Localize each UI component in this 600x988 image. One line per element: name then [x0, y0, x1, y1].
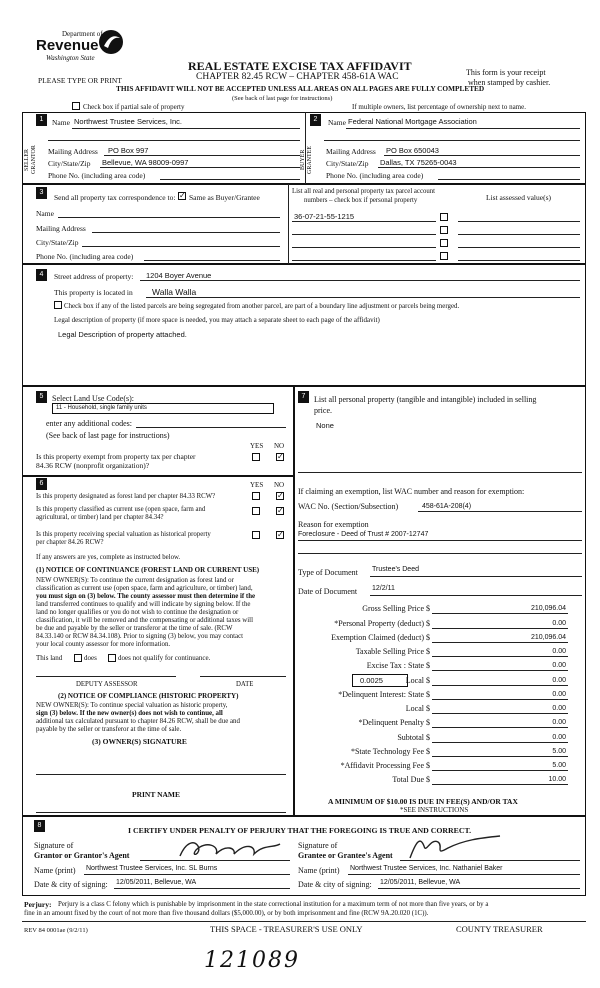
minimum-due-note: A MINIMUM OF $10.00 IS DUE IN FEE(S) AND/OR TAX: [328, 797, 518, 806]
historic-yes-checkbox[interactable]: [252, 531, 260, 539]
parcel-4-personal-checkbox[interactable]: [440, 252, 448, 260]
seller-mail-label: Mailing Address: [48, 147, 98, 156]
rev-number: REV 84 0001ae (9/2/11): [24, 927, 88, 934]
grantor-signature: [176, 836, 286, 862]
if-yes-note: If any answers are yes, complete as instructed below.: [36, 554, 181, 561]
notice-line-9: your local county assessor for more information.: [36, 641, 171, 648]
treasurer-space: THIS SPACE - TREASURER'S USE ONLY: [210, 924, 363, 934]
calc-label-7: Local $: [405, 704, 430, 713]
calc-value-4: 0.00: [552, 662, 566, 669]
section-3-number: 3: [36, 187, 47, 199]
personal-property-value: None: [316, 421, 334, 430]
form-title: REAL ESTATE EXCISE TAX AFFIDAVIT: [188, 59, 412, 73]
stamp-number: 121089: [204, 948, 300, 973]
exemption-reason: Foreclosure - Deed of Trust # 2007-12747: [298, 531, 429, 538]
grantor-date-label: Date & city of signing:: [34, 880, 108, 889]
notice-line-8: 84.33.140 or RCW 84.34.108). Prior to signing (3) below, you may contact: [36, 633, 244, 640]
dept-line1: Department of: [62, 30, 103, 38]
exemption-section: [294, 386, 586, 816]
personal-property-line-2: price.: [314, 406, 332, 415]
calc-value-2: 210,096.04: [530, 634, 566, 641]
calc-label-8: *Delinquent Penalty $: [358, 718, 430, 727]
corr-mail-label: Mailing Address: [36, 224, 86, 233]
historic-no-checkbox[interactable]: ✓: [277, 530, 284, 539]
calc-value-6: 0.00: [552, 691, 566, 698]
seller-city-label: City/State/Zip: [48, 159, 91, 168]
seller-grantor-label: SELLER GRANTOR: [24, 145, 37, 175]
seller-name: Northwest Trustee Services, Inc.: [74, 117, 182, 126]
assessed-header: List assessed value(s): [486, 193, 551, 202]
forest-question: Is this property designated as forest land per chapter 84.33 RCW?: [36, 493, 216, 500]
same-as-buyer-label: Same as Buyer/Grantee: [189, 193, 260, 202]
legal-label: Legal description of property (if more space is needed, you may attach a separate sheet to each page of the affidavit): [54, 316, 380, 324]
dept-line3: Washington State: [46, 54, 95, 62]
reason-label: Reason for exemption: [298, 520, 369, 529]
notice-line-1: NEW OWNER(S): To continue the current designation as forest land or: [36, 577, 234, 584]
wac-label: WAC No. (Section/Subsection): [298, 502, 399, 511]
additional-codes-label: enter any additional codes:: [46, 419, 132, 428]
calc-label-11: *Affidavit Processing Fee $: [340, 761, 430, 770]
seller-mail: PO Box 997: [108, 146, 149, 155]
parcel-2-personal-checkbox[interactable]: [440, 226, 448, 234]
section-8-number: 8: [34, 820, 45, 832]
grantor-date: 12/05/2011, Bellevue, WA: [116, 879, 197, 886]
calc-value-1: 0.00: [552, 620, 566, 627]
buyer-mail: PO Box 650043: [386, 146, 439, 155]
calc-label-6: *Delinquent Interest: State $: [338, 690, 430, 699]
notice-line-5: land no longer qualifies or you do not wish to continue the designation or: [36, 609, 239, 616]
calc-label-9: Subtotal $: [397, 733, 430, 742]
s5-no-label: NO: [274, 442, 285, 450]
seller-city: Bellevue, WA 98009-0997: [102, 158, 189, 167]
perjury-label: Perjury:: [24, 900, 52, 909]
grantee-date: 12/05/2011, Bellevue, WA: [380, 879, 461, 886]
calc-label-3: Taxable Selling Price $: [355, 647, 430, 656]
notice-line-2: classification as current use (open space, farm and agriculture, or timber) land,: [36, 585, 253, 592]
historic-question-2: per chapter 84.26 RCW?: [36, 539, 104, 546]
partial-sale-checkbox[interactable]: [72, 102, 80, 110]
exempt-yes-checkbox[interactable]: [252, 453, 260, 461]
sig-grantor-label-1: Signature of: [34, 841, 74, 850]
seller-phone-label: Phone No. (including area code): [48, 171, 146, 180]
land-does-not-label: does not qualify for continuance.: [118, 654, 211, 662]
compliance-line-3: additional tax calculated pursuant to chapter 84.26 RCW, shall be due and: [36, 718, 240, 725]
certify-statement: I CERTIFY UNDER PENALTY OF PERJURY THAT THE FOREGOING IS TRUE AND CORRECT.: [128, 826, 472, 835]
buyer-city: Dallas, TX 75265-0043: [380, 158, 457, 167]
grantor-name: Northwest Trustee Services, Inc. SL Burns: [86, 865, 218, 872]
deputy-date-label: DATE: [236, 681, 254, 688]
parcel-header-2: numbers – check box if personal property: [304, 197, 418, 204]
correspondence-label: Send all property tax correspondence to:: [54, 193, 176, 202]
grantee-name-label: Name (print): [298, 866, 340, 875]
calc-label-5: Local $: [405, 676, 430, 685]
buyer-phone-label: Phone No. (including area code): [326, 171, 424, 180]
located-label: This property is located in: [54, 288, 133, 297]
land-use-label: Select Land Use Code(s):: [52, 394, 134, 403]
calc-value-10: 5.00: [552, 748, 566, 755]
section-5-number: 5: [36, 391, 47, 403]
notice-continuance-title: (1) NOTICE OF CONTINUANCE (FOREST LAND OR CURRENT USE): [36, 566, 260, 574]
compliance-line-4: payable by the seller or transferor at the time of sale.: [36, 726, 182, 733]
corr-phone-label: Phone No. (including area code): [36, 252, 134, 261]
perjury-line-2: fine in an amount fixed by the court of not more than five thousand dollars ($5,000.00), or by both imprisonment and fine (RCW 9A.20.020 (1C)).: [24, 910, 429, 917]
print-name-title: PRINT NAME: [132, 790, 180, 799]
forest-no-checkbox[interactable]: ✓: [277, 491, 284, 500]
land-does-not-checkbox[interactable]: [108, 654, 116, 662]
doc-date-label: Date of Document: [298, 587, 358, 596]
multiple-owners-note: If multiple owners, list percentage of ownership next to name.: [352, 103, 526, 111]
calc-value-3: 0.00: [552, 648, 566, 655]
wac-number: 458-61A-208(4): [422, 503, 472, 510]
sig-grantor-label-2: Grantor or Grantor's Agent: [34, 851, 130, 860]
exemption-claim-label: If claiming an exemption, list WAC number and reason for exemption:: [298, 487, 525, 496]
s6-no-label: NO: [274, 481, 285, 489]
calc-value-7: 0.00: [552, 705, 566, 712]
land-use-code: 11 - Household, single family units: [56, 405, 147, 411]
print-note: PLEASE TYPE OR PRINT: [38, 76, 122, 85]
seller-name-label: Name: [52, 118, 70, 127]
segregated-label: Check box if any of the listed parcels are being segregated from another parcel, are part of a boundary line adjustment or parcels being merged.: [64, 303, 460, 310]
grantee-signature: [404, 832, 504, 862]
exempt-question-2: 84.36 RCW (nonprofit organization)?: [36, 461, 150, 470]
s6-yes-label: YES: [250, 481, 264, 489]
current-use-question-2: agricultural, or timber) land per chapter 84.34?: [36, 514, 164, 521]
land-does-label: does: [84, 654, 97, 662]
corr-city-label: City/State/Zip: [36, 238, 79, 247]
street-label: Street address of property:: [54, 272, 134, 281]
parcel-header-1: List all real and personal property tax parcel account: [292, 188, 436, 195]
perjury-line-1: Perjury is a class C felony which is punishable by imprisonment in the state correctional institution for a maximum term of not more than five years, or by a: [58, 901, 489, 908]
dept-line2: Revenue: [36, 37, 99, 54]
grantee-date-label: Date & city of signing:: [298, 880, 372, 889]
calc-label-12: Total Due $: [392, 775, 430, 784]
land-qualify-label: This land: [36, 654, 63, 662]
calc-value-0: 210,096.04: [530, 605, 566, 612]
exempt-no-checkbox[interactable]: ✓: [277, 452, 284, 461]
doc-type-label: Type of Document: [298, 568, 358, 577]
grantor-name-label: Name (print): [34, 866, 76, 875]
doc-date: 12/2/11: [372, 585, 395, 592]
section-1-number: 1: [36, 114, 47, 126]
form-chapter: CHAPTER 82.45 RCW – CHAPTER 458-61A WAC: [196, 72, 399, 82]
parcel-number-1: 36-07-21-55-1215: [294, 212, 355, 221]
segregated-checkbox[interactable]: [54, 301, 62, 309]
local-rate: 0.0025: [360, 676, 383, 685]
current-use-no-checkbox[interactable]: ✓: [277, 506, 284, 515]
see-back: (See back of last page for instructions): [232, 95, 333, 102]
calc-value-9: 0.00: [552, 734, 566, 741]
personal-property-line-1: List all personal property (tangible and intangible) included in selling: [314, 395, 537, 404]
notice-compliance-title: (2) NOTICE OF COMPLIANCE (HISTORIC PROPERTY): [58, 692, 239, 700]
form-warning: THIS AFFIDAVIT WILL NOT BE ACCEPTED UNLESS ALL AREAS ON ALL PAGES ARE FULLY COMPLETED: [116, 84, 485, 93]
compliance-line-1: NEW OWNER(S): To continue special valuation as historic property,: [36, 702, 228, 709]
exempt-question-1: Is this property exempt from property tax per chapter: [36, 452, 196, 461]
calc-label-2: Exemption Claimed (deduct) $: [331, 633, 430, 642]
grantee-name: Northwest Trustee Services, Inc. Nathaniel Baker: [350, 865, 503, 872]
s5-yes-label: YES: [250, 442, 264, 450]
buyer-grantee-label: BUYER GRANTEE: [300, 146, 313, 174]
calc-value-12: 10.00: [548, 776, 566, 783]
calc-label-1: *Personal Property (deduct) $: [334, 619, 430, 628]
buyer-name-label: Name: [328, 118, 346, 127]
same-as-buyer-checkbox[interactable]: ✓: [179, 191, 186, 200]
current-use-yes-checkbox[interactable]: [252, 507, 260, 515]
calc-label-4: Excise Tax : State $: [366, 661, 430, 670]
receipt-line1: This form is your receipt: [466, 68, 546, 77]
corr-name-label: Name: [36, 209, 54, 218]
notice-line-3: you must sign on (3) below. The county assessor must then determine if the: [36, 593, 256, 600]
partial-sale-label: Check box if partial sale of property: [83, 103, 185, 111]
section-2-number: 2: [310, 114, 321, 126]
county-treasurer: COUNTY TREASURER: [456, 924, 543, 934]
calc-value-11: 5.00: [552, 762, 566, 769]
located-value: Walla Walla: [152, 287, 197, 297]
notice-line-4: land transferred continues to qualify and will indicate by signing below. If the: [36, 601, 251, 608]
section-4-number: 4: [36, 269, 47, 281]
doc-type: Trustee's Deed: [372, 566, 419, 573]
property-section: [22, 264, 586, 386]
calc-value-5: 0.00: [552, 677, 566, 684]
street-address: 1204 Boyer Avenue: [146, 271, 212, 280]
see-instructions: *SEE INSTRUCTIONS: [400, 806, 469, 814]
historic-question-1: Is this property receiving special valuation as historical property: [36, 531, 211, 538]
calc-value-8: 0.00: [552, 719, 566, 726]
receipt-line2: when stamped by cashier.: [468, 78, 551, 87]
sig-grantee-label-1: Signature of: [298, 841, 338, 850]
notice-line-7: be due and payable by the seller or transferor at the time of sale. (RCW: [36, 625, 233, 632]
calc-label-10: *State Technology Fee $: [350, 747, 430, 756]
parcel-1-personal-checkbox[interactable]: [440, 213, 448, 221]
deputy-assessor-label: DEPUTY ASSESSOR: [76, 681, 138, 688]
notice-line-6: classification, it will be removed and the compensating or additional taxes will: [36, 617, 253, 624]
section-6-number: 6: [36, 478, 47, 490]
sig-grantee-label-2: Grantee or Grantee's Agent: [298, 851, 393, 860]
buyer-mail-label: Mailing Address: [326, 147, 376, 156]
legal-description: Legal Description of property attached.: [58, 330, 187, 339]
section-7-number: 7: [298, 391, 309, 403]
land-use-see-back: (See back of last page for instructions): [46, 431, 170, 440]
owner-signature-title: (3) OWNER(S) SIGNATURE: [92, 737, 187, 746]
forest-yes-checkbox[interactable]: [252, 492, 260, 500]
parcel-3-personal-checkbox[interactable]: [440, 239, 448, 247]
buyer-name: Federal National Mortgage Association: [348, 117, 477, 126]
land-does-checkbox[interactable]: [74, 654, 82, 662]
buyer-city-label: City/State/Zip: [326, 159, 369, 168]
current-use-question-1: Is this property classified as current use (open space, farm and: [36, 506, 206, 513]
calc-label-0: Gross Selling Price $: [362, 604, 430, 613]
compliance-line-2: sign (3) below. If the new owner(s) does not wish to continue, all: [36, 710, 223, 717]
